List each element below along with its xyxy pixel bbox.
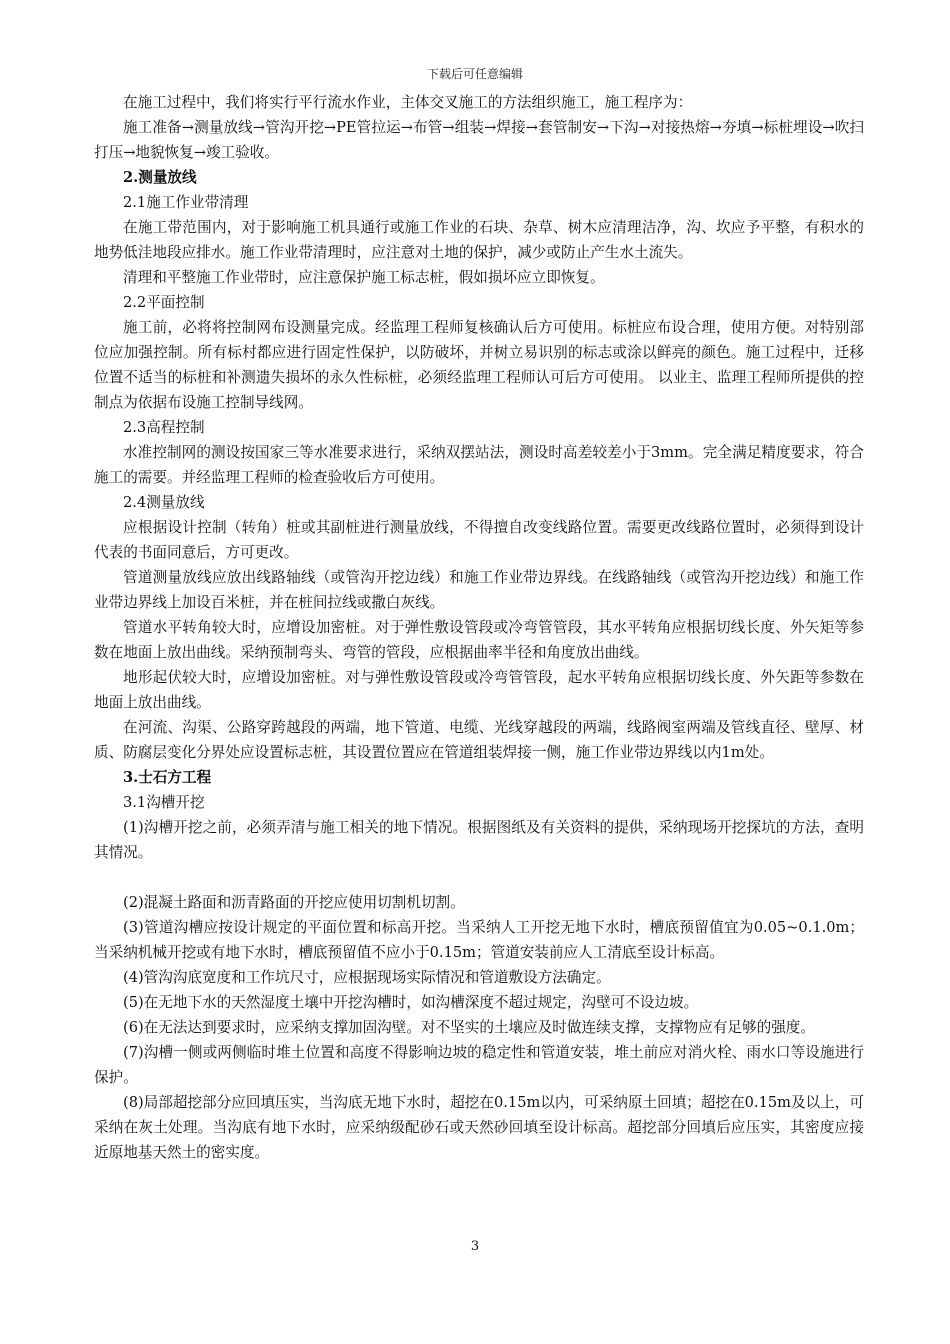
list-item: (3)管道沟槽应按设计规定的平面位置和标高开挖。当采纳人工开挖无地下水时，槽底预留值宜为0.05~0.1.0m；当采纳机械开挖或有地下水时，槽底预留值不应小于0.15m；管道安装前应人工清底至设计标高。 (94, 919, 864, 961)
subsection-heading: 3.1沟槽开挖 (123, 794, 205, 811)
blank-line (94, 865, 864, 890)
paragraph: 在施工过程中，我们将实行平行流水作业，主体交叉施工的方法组织施工，施工程序为： (123, 94, 693, 111)
page-number: 3 (470, 1239, 480, 1254)
section-heading: 2.测量放线 (123, 169, 197, 186)
list-item: (7)沟槽一侧或两侧临时堆土位置和高度不得影响边坡的稳定性和管道安装，堆土前应对消火栓、雨水口等设施进行保护。 (94, 1044, 864, 1086)
paragraph: 应根据设计控制（转角）桩或其副桩进行测量放线，不得擅自改变线路位置。需要更改线路位置时，必须得到设计代表的书面同意后，方可更改。 (94, 519, 864, 561)
paragraph: 施工前，必将将控制网布设测量完成。经监理工程师复核确认后方可使用。标桩应布设合理，使用方便。对特别部位应加强控制。所有标村都应进行固定性保护，以防破坏，并树立易识别的标志或涂以鲜亮的颜色。施工过程中，迁移位置不适当的标桩和补测遗失损坏的永久性标桩，必须经监理工程师认可后方可使用。 以业主、监理工程师所提供的控制点为依据布设施工控制导线网。 (94, 319, 864, 411)
paragraph: 在河流、沟渠、公路穿跨越段的两端，地下管道、电缆、光线穿越段的两端，线路阀室两端及管线直径、壁厚、材质、防腐层变化分界处应设置标志桩，其设置位置应在管道组装焊接一侧，施工作业带边界线以内1m处。 (94, 719, 864, 761)
paragraph-process-sequence: 施工准备→测量放线→管沟开挖→PE管拉运→布管→组装→焊接→套管制安→下沟→对接热熔→夯填→标桩埋设→吹扫打压→地貌恢复→竣工验收。 (94, 119, 864, 161)
paragraph: 清理和平整施工作业带时，应注意保护施工标志桩，假如损坏应立即恢复。 (123, 269, 605, 286)
body-text (94, 90, 864, 1165)
list-item: (2)混凝土路面和沥青路面的开挖应使用切割机切割。 (123, 894, 465, 911)
list-item: (1)沟槽开挖之前，必须弄清与施工相关的地下情况。根据图纸及有关资料的提供，采纳现场开挖探坑的方法，查明其情况。 (94, 819, 864, 861)
paragraph: 地形起伏较大时，应增设加密桩。对与弹性敷设管段或冷弯管管段，起水平转角应根据切线长度、外矢距等参数在地面上放出曲线。 (94, 669, 864, 711)
subsection-heading: 2.2平面控制 (123, 294, 205, 311)
paragraph: 管道测量放线应放出线路轴线（或管沟开挖边线）和施工作业带边界线。在线路轴线（或管沟开挖边线）和施工作业带边界线上加设百米桩，并在桩间拉线或撒白灰线。 (94, 569, 864, 611)
subsection-heading: 2.1施工作业带清理 (123, 194, 249, 211)
paragraph: 水准控制网的测设按国家三等水准要求进行，采纳双摆站法，测设时高差较差小于3mm。完全满足精度要求，符合施工的需要。并经监理工程师的检查验收后方可使用。 (94, 444, 864, 486)
paragraph: 在施工带范围内，对于影响施工机具通行或施工作业的石块、杂草、树木应清理洁净，沟、坎应予平整，有积水的地势低洼地段应排水。施工作业带清理时，应注意对土地的保护，减少或防止产生水土流失。 (94, 219, 864, 261)
subsection-heading: 2.4测量放线 (123, 494, 205, 511)
list-item: (5)在无地下水的天然湿度土壤中开挖沟槽时，如沟槽深度不超过规定，沟壁可不设边坡。 (123, 994, 699, 1011)
page-header: 下载后可任意编辑 (426, 67, 523, 81)
subsection-heading: 2.3高程控制 (123, 419, 205, 436)
list-item: (4)管沟沟底宽度和工作坑尺寸，应根据现场实际情况和管道敷设方法确定。 (123, 969, 611, 986)
list-item: (8)局部超挖部分应回填压实，当沟底无地下水时，超挖在0.15m以内，可采纳原土回填；超挖在0.15m及以上，可采纳在灰土处理。当沟底有地下水时，应采纳级配砂石或天然砂回填至设计标高。超挖部分回填后应压实，其密度应接近原地基天然土的密实度。 (94, 1094, 864, 1161)
section-heading: 3.士石方工程 (123, 769, 212, 786)
list-item: (6)在无法达到要求时，应采纳支撑加固沟壁。对不坚实的土壤应及时做连续支撑，支撑物应有足够的强度。 (123, 1019, 815, 1036)
paragraph: 管道水平转角较大时，应增设加密桩。对于弹性敷设管段或冷弯管管段，其水平转角应根据切线长度、外矢矩等参数在地面上放出曲线。采纳预制弯头、弯管的管段，应根据曲率半径和角度放出曲线。 (94, 619, 864, 661)
